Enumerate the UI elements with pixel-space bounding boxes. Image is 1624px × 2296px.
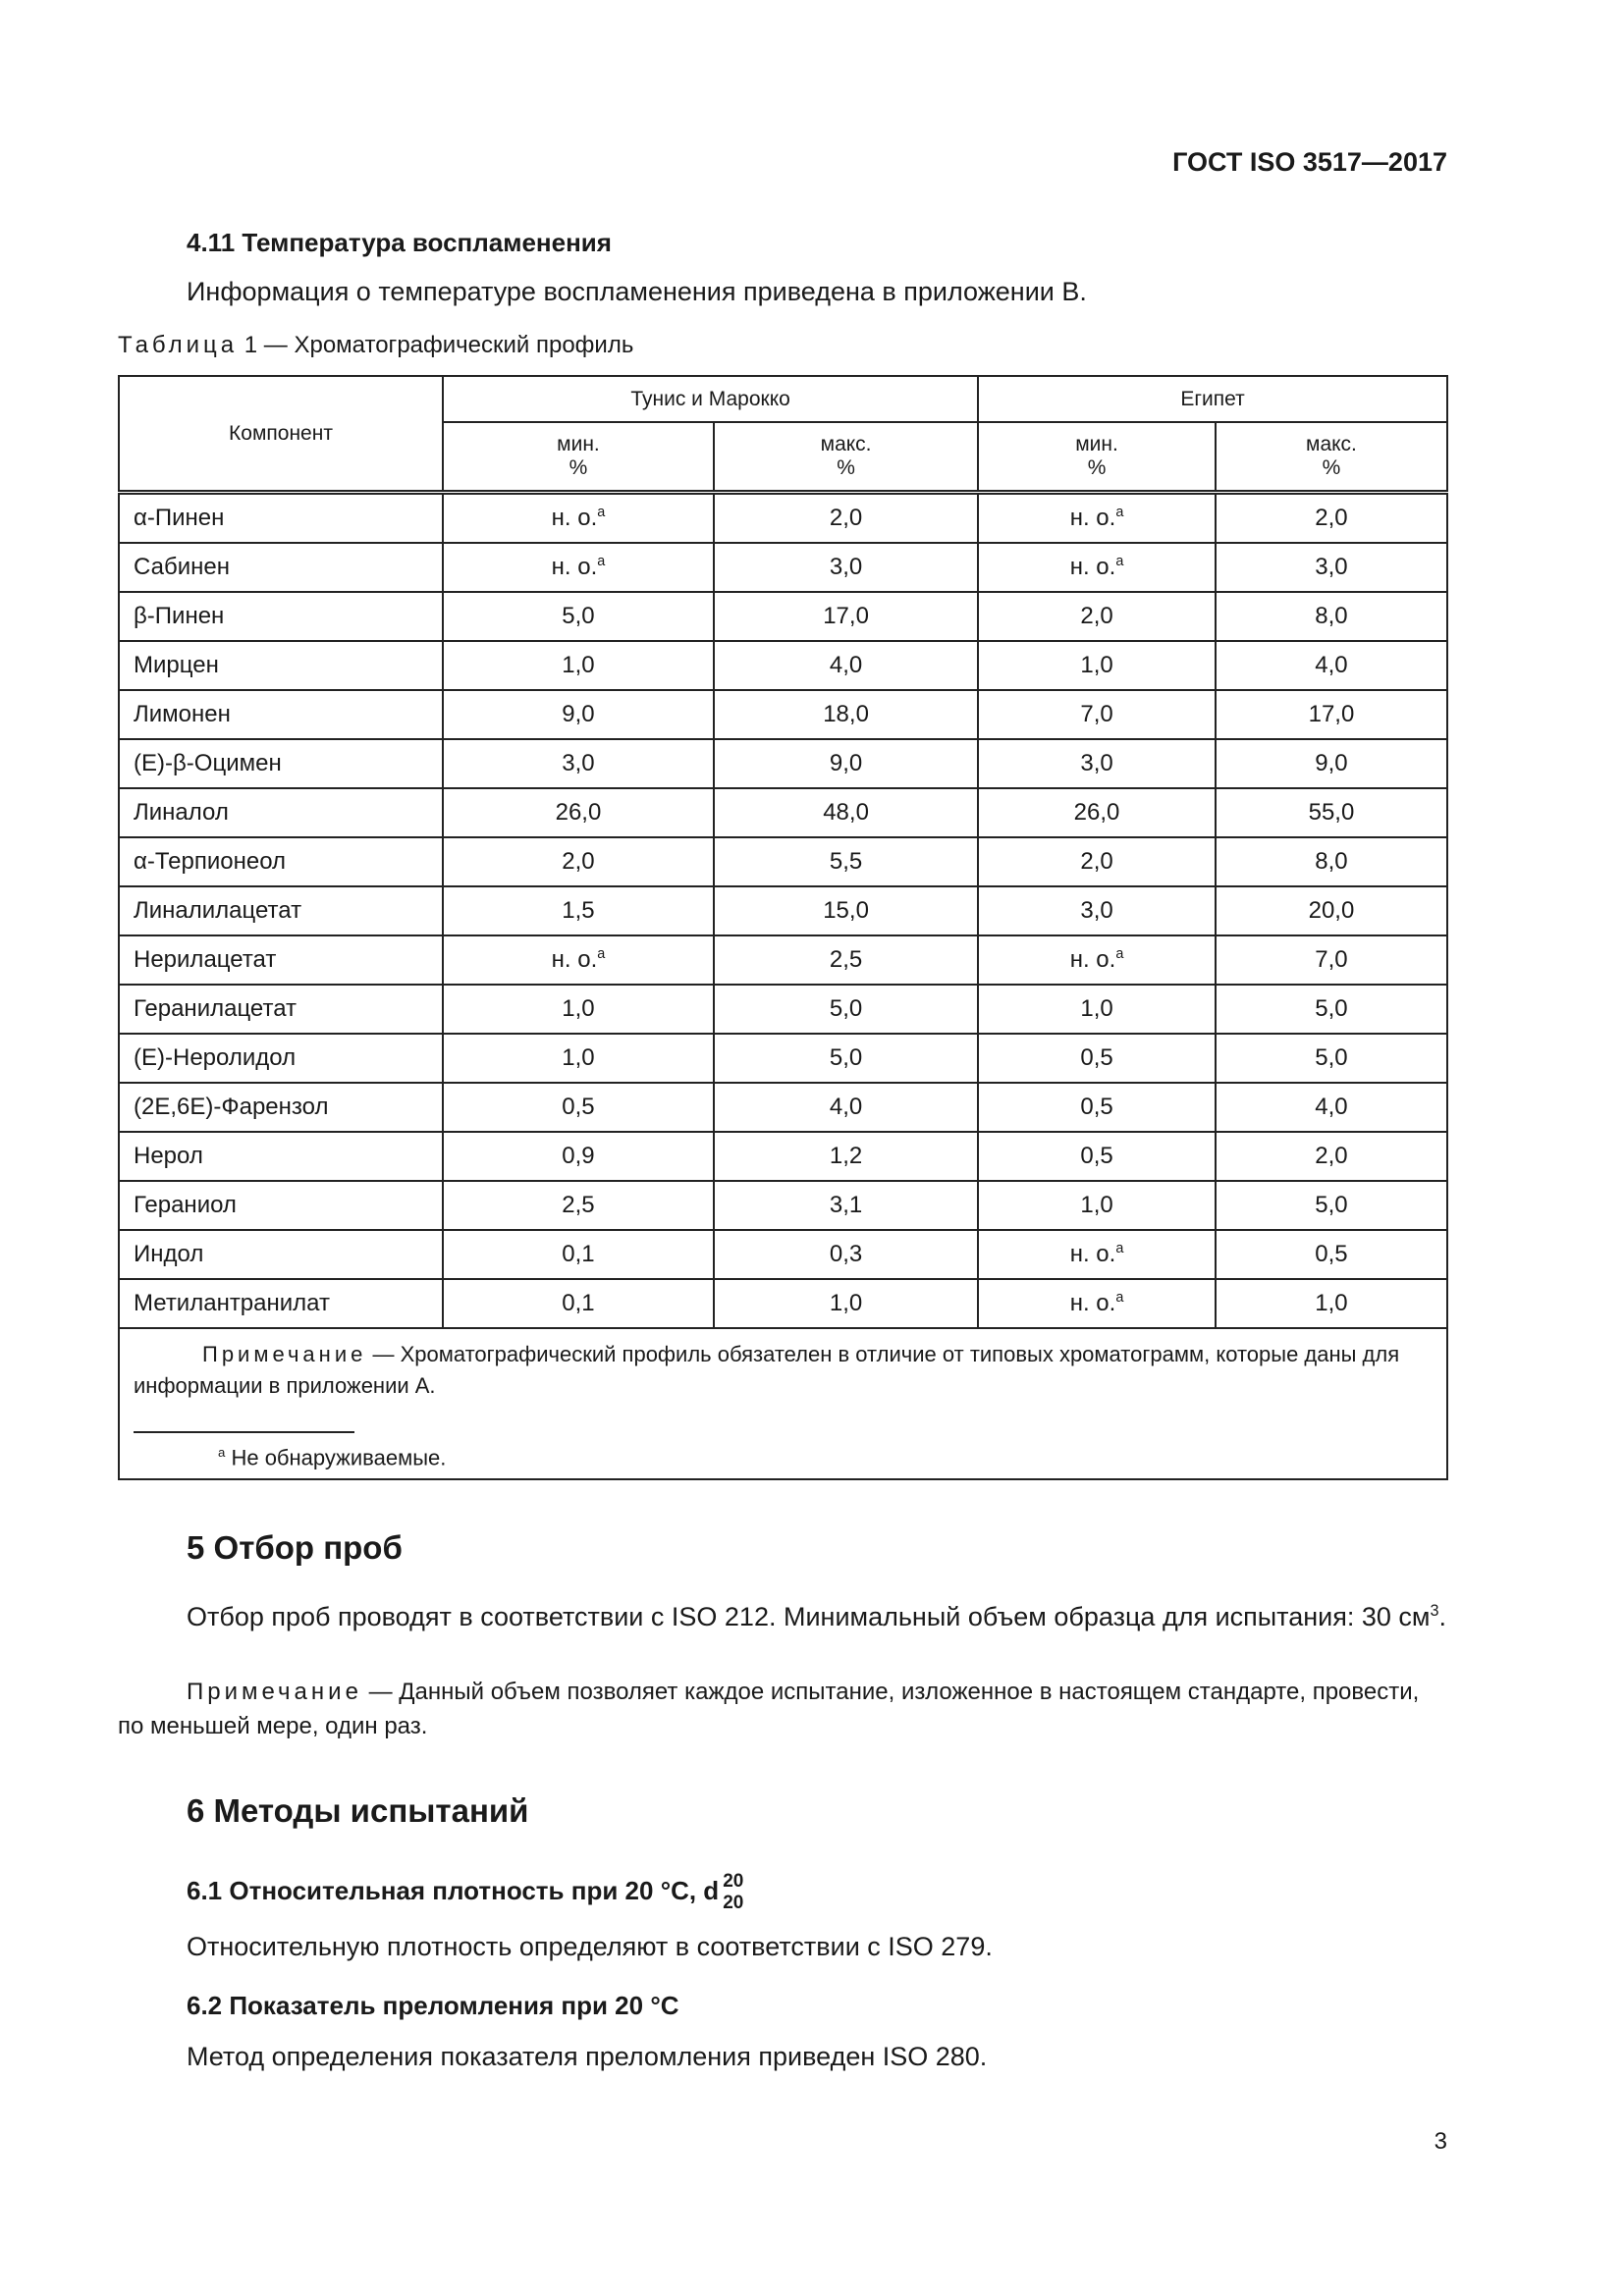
component-name: Метилантранилат (119, 1279, 443, 1328)
table-cell: 5,0 (443, 592, 714, 641)
table-cell: 4,0 (1216, 1083, 1447, 1132)
table-cell: 26,0 (443, 788, 714, 837)
table-row (119, 493, 1447, 544)
table-cell: 1,0 (714, 1279, 978, 1328)
table-footer-row (119, 1328, 1447, 1479)
table-cell: 8,0 (1216, 837, 1447, 886)
table-cell: 0,5 (978, 1132, 1216, 1181)
component-name: α-Пинен (119, 493, 443, 544)
component-name: Индол (119, 1230, 443, 1279)
component-name: (2E,6E)-Фарензол (119, 1083, 443, 1132)
section-4-11-title: 4.11 Температура воспламенения (187, 228, 612, 257)
table-cell: 2,5 (714, 935, 978, 985)
table-cell: 2,5 (443, 1181, 714, 1230)
component-name: Мирцен (119, 641, 443, 690)
header-min: мин. % (443, 422, 714, 493)
section-5-note: Примечание — Данный объем позволяет каждое испытание, изложенное в настоящем стандарте, провести, по меньшей мере, один раз. (118, 1679, 1420, 1739)
table-cell: 4,0 (714, 641, 978, 690)
table-cell: 20,0 (1216, 886, 1447, 935)
table-cell: 0,5 (978, 1034, 1216, 1083)
table-cell: 3,0 (1216, 543, 1447, 592)
table-row (119, 1279, 1447, 1328)
table-header-row (119, 376, 1447, 422)
table-caption-text: 1 — Хроматографический профиль (244, 332, 634, 358)
table-cell: 0,5 (443, 1083, 714, 1132)
table-note: Примечание — Хроматографический профиль обязателен в отличие от типовых хроматограмм, которые даны для информации в приложении А. (134, 1342, 1400, 1398)
table-cell: 5,5 (714, 837, 978, 886)
section-6-2-title: 6.2 Показатель преломления при 20 °С (187, 1991, 679, 2020)
table-cell: н. о.$^a$ (443, 935, 714, 985)
table-cell: 5,0 (1216, 1181, 1447, 1230)
component-name: Гераниол (119, 1181, 443, 1230)
table-cell: 0,5 (978, 1083, 1216, 1132)
table-cell: 3,1 (714, 1181, 978, 1230)
table-row (119, 1181, 1447, 1230)
table-row (119, 690, 1447, 739)
table-row (119, 886, 1447, 935)
table-cell: 2,0 (443, 837, 714, 886)
table-cell: 0,3 (714, 1230, 978, 1279)
table-caption-label: Таблица (118, 332, 239, 358)
component-name: Линалилацетат (119, 886, 443, 935)
section-6-title: 6 Методы испытаний (187, 1792, 529, 1829)
component-name: Лимонен (119, 690, 443, 739)
table-row (119, 641, 1447, 690)
table-cell: н. о.$^a$ (978, 543, 1216, 592)
section-6-1-title: 6.1 Относительная плотность при 20 °С, d 20 20 (187, 1871, 744, 1913)
component-name: Линалол (119, 788, 443, 837)
table-row (119, 1230, 1447, 1279)
table-row (119, 837, 1447, 886)
table-cell: н. о.$^a$ (978, 1230, 1216, 1279)
table-row (119, 1132, 1447, 1181)
header-component: Компонент (119, 376, 443, 493)
table-cell: 9,0 (714, 739, 978, 788)
table-cell: 9,0 (1216, 739, 1447, 788)
table-cell: 1,0 (443, 641, 714, 690)
table-cell: 17,0 (714, 592, 978, 641)
component-name: (E)-Неролидол (119, 1034, 443, 1083)
table-cell: н. о.$^a$ (978, 935, 1216, 985)
table-row (119, 1034, 1447, 1083)
table-cell: 7,0 (978, 690, 1216, 739)
section-5-text: Отбор проб проводят в соответствии с ISO 212. Минимальный объем образца для испытания: 30 $см^3$. (187, 1602, 1446, 1631)
header-max: макс. % (714, 422, 978, 493)
table-cell: 3,0 (714, 543, 978, 592)
component-name: Нерилацетат (119, 935, 443, 985)
table-cell: 48,0 (714, 788, 978, 837)
component-name: (E)-β-Оцимен (119, 739, 443, 788)
table-cell: 2,0 (714, 493, 978, 544)
table-cell: 3,0 (978, 739, 1216, 788)
section-6-2-text: Метод определения показателя преломления приведен ISO 280. (187, 2042, 988, 2071)
table-cell: 2,0 (978, 592, 1216, 641)
table-cell: 4,0 (714, 1083, 978, 1132)
table-cell: 5,0 (714, 985, 978, 1034)
table-cell: 0,9 (443, 1132, 714, 1181)
section-5-title: 5 Отбор проб (187, 1529, 403, 1566)
table-footer (119, 1328, 1447, 1479)
component-name: Нерол (119, 1132, 443, 1181)
table-cell: 2,0 (1216, 493, 1447, 544)
table-cell: н. о.$^a$ (443, 543, 714, 592)
table-cell: 1,5 (443, 886, 714, 935)
section-6-1-text: Относительную плотность определяют в соответствии с ISO 279. (187, 1932, 993, 1961)
table-cell: 1,0 (978, 985, 1216, 1034)
table-cell: 15,0 (714, 886, 978, 935)
table-cell: 55,0 (1216, 788, 1447, 837)
header-tunisia-morocco: Тунис и Марокко (443, 376, 978, 422)
page-number: 3 (1434, 2128, 1447, 2155)
table-cell: 1,0 (978, 641, 1216, 690)
table-cell: н. о.$^a$ (443, 493, 714, 544)
table-row (119, 1083, 1447, 1132)
table-cell: 18,0 (714, 690, 978, 739)
header-egypt: Египет (978, 376, 1447, 422)
header-max: макс. % (1216, 422, 1447, 493)
table-cell: 0,5 (1216, 1230, 1447, 1279)
table-row (119, 788, 1447, 837)
table-cell: 26,0 (978, 788, 1216, 837)
table-cell: н. о.$^a$ (978, 493, 1216, 544)
header-min: мин. % (978, 422, 1216, 493)
table-row (119, 543, 1447, 592)
table-cell: 1,2 (714, 1132, 978, 1181)
chromatographic-profile-table (118, 375, 1448, 1480)
table-cell: 8,0 (1216, 592, 1447, 641)
table-cell: 0,1 (443, 1230, 714, 1279)
table-cell: 5,0 (1216, 985, 1447, 1034)
table-cell: 17,0 (1216, 690, 1447, 739)
table-cell: 2,0 (1216, 1132, 1447, 1181)
table-cell: 9,0 (443, 690, 714, 739)
table-caption (118, 332, 633, 359)
table-cell: 0,1 (443, 1279, 714, 1328)
table-cell: 1,0 (443, 985, 714, 1034)
document-code: ГОСТ ISO 3517—2017 (1172, 147, 1447, 177)
table-footnote: $^a$ Не обнаруживаемые. (218, 1445, 447, 1470)
component-name: α-Терпионеол (119, 837, 443, 886)
table-cell: н. о.$^a$ (978, 1279, 1216, 1328)
table-cell: 1,0 (443, 1034, 714, 1083)
component-name: β-Пинен (119, 592, 443, 641)
density-notation: 20 20 (723, 1871, 744, 1913)
component-name: Сабинен (119, 543, 443, 592)
table-row (119, 985, 1447, 1034)
table-cell: 5,0 (714, 1034, 978, 1083)
table-cell: 7,0 (1216, 935, 1447, 985)
table-cell: 2,0 (978, 837, 1216, 886)
footnote-divider (134, 1431, 354, 1433)
table-cell: 4,0 (1216, 641, 1447, 690)
section-4-11-text: Информация о температуре воспламенения приведена в приложении В. (187, 277, 1087, 306)
table-cell: 3,0 (443, 739, 714, 788)
component-name: Геранилацетат (119, 985, 443, 1034)
table-cell: 5,0 (1216, 1034, 1447, 1083)
table-cell: 1,0 (1216, 1279, 1447, 1328)
table-cell: 3,0 (978, 886, 1216, 935)
table-row (119, 935, 1447, 985)
table-row (119, 739, 1447, 788)
table-row (119, 592, 1447, 641)
table-cell: 1,0 (978, 1181, 1216, 1230)
